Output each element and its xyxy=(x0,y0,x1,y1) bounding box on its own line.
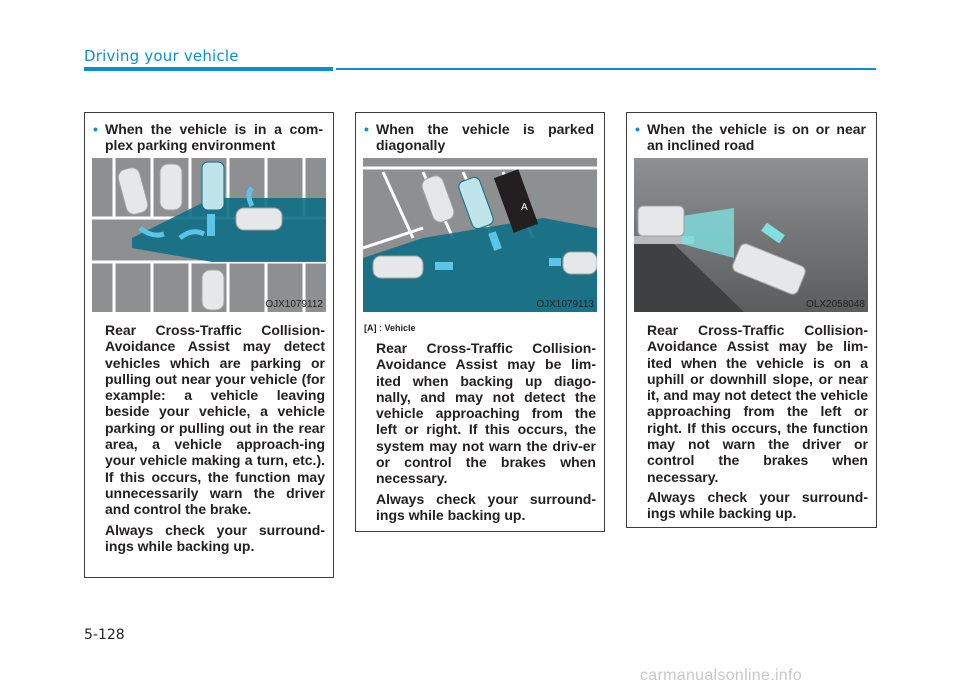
panel-heading-text: When the vehicle is in a com- plex parking environment xyxy=(105,121,323,153)
body-paragraph: Rear Cross-Traffic Collision-Avoidance Assist may be lim-ited when the vehicle is on a uphill or downhill slope, or near it, and may not detect the vehicle approaching from the left or right. If this occurs, the function may not warn the driver or control the brakes when necessary. xyxy=(647,322,868,485)
panel-body xyxy=(105,322,325,558)
figure-caption: [A] : Vehicle xyxy=(364,323,416,333)
panel-complex-parking xyxy=(84,112,334,578)
parking-lot-illustration xyxy=(92,158,326,312)
panel-heading-text: When the vehicle is on or near an inclined road xyxy=(647,121,866,153)
body-paragraph: Rear Cross-Traffic Collision-Avoidance Assist may detect vehicles which are parking or pulling out near your vehicle (for example: a vehicle leaving beside your vehicle, a vehicle parking or pulling out in the rear area, a vehicle approach-ing your vehicle making a turn, etc.). If this occurs, the function may unnecessarily warn the driver and control the brake. xyxy=(105,322,325,518)
page-number: 5-128 xyxy=(84,627,125,643)
body-paragraph: Always check your surround-ings while backing up. xyxy=(105,521,325,554)
panel-heading xyxy=(635,121,868,153)
panel-diagonal-parking xyxy=(355,112,605,532)
bullet-icon: • xyxy=(93,121,98,137)
figure-label: A xyxy=(521,202,528,213)
panel-heading xyxy=(364,121,596,153)
watermark: carmanualsonline.info xyxy=(640,667,802,684)
body-paragraph: Always check your surround-ings while backing up. xyxy=(376,490,596,523)
diagonal-parking-illustration xyxy=(363,158,597,312)
inclined-road-illustration xyxy=(634,158,868,312)
illustration-diagonal-parking xyxy=(363,158,597,312)
section-title: Driving your vehicle xyxy=(84,47,239,65)
panel-inclined-road xyxy=(626,112,877,528)
body-paragraph: Rear Cross-Traffic Collision-Avoidance Assist may be lim-ited when backing up diago-nally, and may not detect the vehicle approaching from the left or right. If this occurs, the system may not warn the driv-er or control the brakes when necessary. xyxy=(376,340,596,487)
header-rule-thick xyxy=(84,67,333,71)
figure-code: OJX1079112 xyxy=(265,299,323,310)
bullet-icon: • xyxy=(364,121,369,137)
panel-heading-text: When the vehicle is parked diagonally xyxy=(376,121,594,153)
panel-body xyxy=(647,322,868,526)
illustration-complex-parking xyxy=(92,158,326,312)
panel-body xyxy=(376,340,596,527)
figure-code: OLX2058048 xyxy=(806,299,865,310)
illustration-inclined-road xyxy=(634,158,868,312)
header-rule-thin xyxy=(336,68,876,70)
bullet-icon: • xyxy=(635,121,640,137)
figure-code: OJX1079113 xyxy=(536,299,594,310)
body-paragraph: Always check your surround-ings while backing up. xyxy=(647,488,868,522)
panel-heading xyxy=(93,121,325,153)
